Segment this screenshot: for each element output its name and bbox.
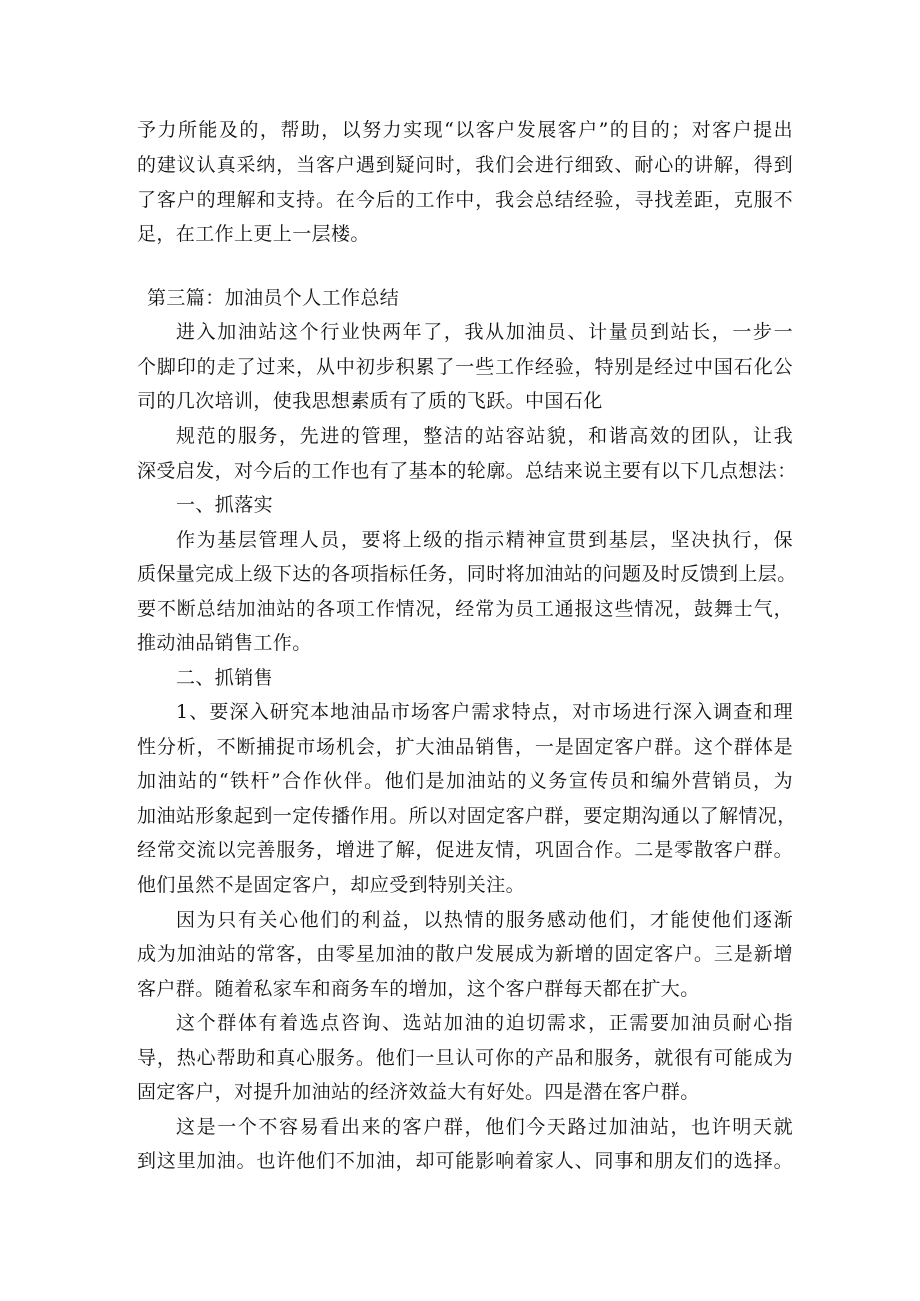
paragraph-line: 推动油品销售工作。 [137,632,312,654]
paragraph-line: 成为加油站的常客，由零星加油的散户发展成为新增的固定客户。三是新增 [137,943,793,965]
point-title: 一、抓落实 [176,494,274,516]
paragraph-line: 1、要深入研究本地油品市场客户需求特点，对市场进行深入调查和理 [176,701,793,723]
paragraph-line: 这是一个不容易看出来的客户群，他们今天路过加油站，也许明天就 [176,1116,793,1138]
section-title: 第三篇：加油员个人工作总结 [147,287,400,309]
paragraph-line: 经常交流以完善服务，增进了解，促进友情，巩固合作。二是零散客户群。 [137,839,793,861]
paragraph-line: 个脚印的走了过来，从中初步积累了一些工作经验，特别是经过中国石化公 [137,356,793,378]
paragraph-line: 作为基层管理人员，要将上级的指示精神宣贯到基层，坚决执行，保 [176,529,793,551]
paragraph-line: 加油站的“铁杆”合作伙伴。他们是加油站的义务宣传员和编外营销员，为 [137,770,793,792]
paragraph-line: 性分析，不断捕捉市场机会，扩大油品销售，一是固定客户群。这个群体是 [137,736,793,758]
paragraph-line: 规范的服务，先进的管理，整洁的站容站貌，和谐高效的团队，让我 [176,425,793,447]
paragraph-line: 予力所能及的，帮助，以努力实现“以客户发展客户”的目的；对客户提出 [137,119,793,141]
paragraph-line: 质保量完成上级下达的各项指标任务，同时将加油站的问题及时反馈到上层。 [137,563,797,585]
paragraph-line: 要不断总结加油站的各项工作情况，经常为员工通报这些情况，鼓舞士气， [137,598,793,620]
paragraph-line: 加油站形象起到一定传播作用。所以对固定客户群，要定期沟通以了解情况， [137,805,797,827]
paragraph-line: 固定客户，对提升加油站的经济效益大有好处。四是潜在客户群。 [137,1081,700,1103]
paragraph-line: 这个群体有着选点咨询、选站加油的迫切需求，正需要加油员耐心指 [176,1012,793,1034]
point-title: 二、抓销售 [176,667,274,689]
paragraph-line: 司的几次培训，使我思想素质有了质的飞跃。中国石化 [137,390,603,412]
paragraph-line: 深受启发，对今后的工作也有了基本的轮廓。总结来说主要有以下几点想法： [137,460,797,482]
paragraph-line: 到这里加油。也许他们不加油，却可能影响着家人、同事和朋友们的选择。 [137,1150,793,1172]
paragraph-line: 因为只有关心他们的利益，以热情的服务感动他们，才能使他们逐渐 [176,909,793,931]
paragraph-line: 他们虽然不是固定客户，却应受到特别关注。 [137,874,526,896]
paragraph-line: 进入加油站这个行业快两年了，我从加油员、计量员到站长，一步一 [176,321,793,343]
paragraph-line: 足，在工作上更上一层楼。 [137,223,370,245]
paragraph-line: 客户群。随着私家车和商务车的增加，这个客户群每天都在扩大。 [137,978,700,1000]
paragraph-line: 了客户的理解和支持。在今后的工作中，我会总结经验，寻找差距，克服不 [137,189,793,211]
paragraph-line: 导，热心帮助和真心服务。他们一旦认可你的产品和服务，就很有可能成为 [137,1047,793,1069]
paragraph-line: 的建议认真采纳，当客户遇到疑问时，我们会进行细致、耐心的讲解，得到 [137,154,793,176]
